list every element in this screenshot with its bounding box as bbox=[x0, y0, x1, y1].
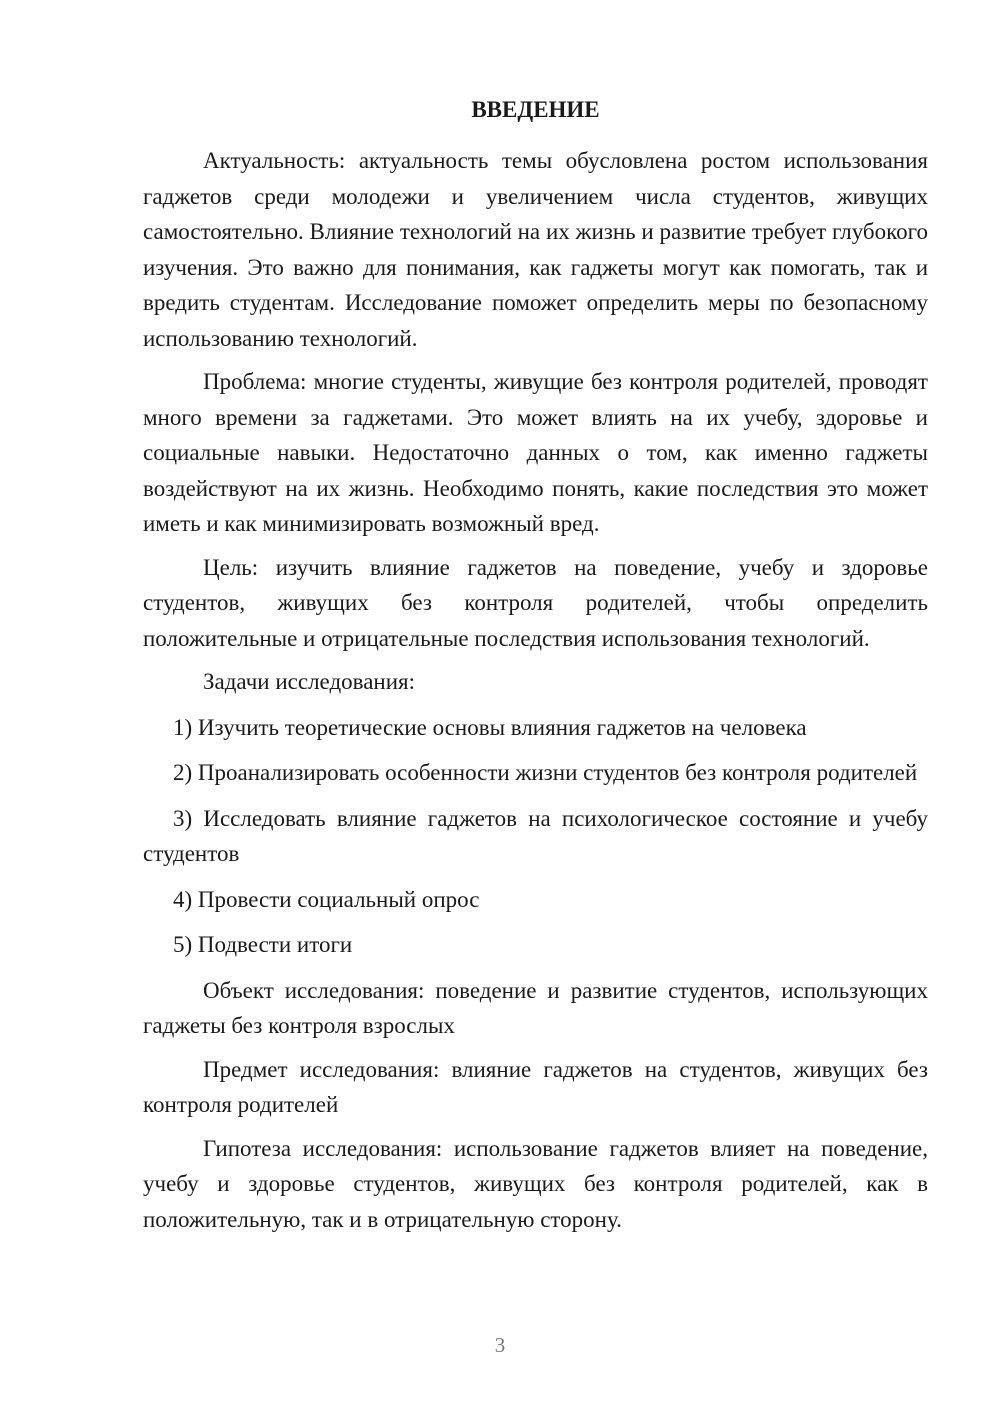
section-title: ВВЕДЕНИЕ bbox=[471, 97, 600, 122]
paragraph-hypothesis: Гипотеза исследования: использование гаджетов влияет на поведение, учебу и здоровье студентов, живущих без контроля родителей, как в положительную, так и в отрицательную сторону. bbox=[143, 1135, 928, 1232]
paragraph-object: Объект исследования: поведение и развитие студентов, использующих гаджеты без контроля взрослых bbox=[143, 977, 928, 1038]
paragraph-problem: Проблема: многие студенты, живущие без контроля родителей, проводят много времени за гаджетами. Это может влиять на их учебу, здоровье и социальные навыки. Недостаточно данных о том, как именно гаджеты воздействуют на их жизнь. Необходимо понять, какие последствия это может иметь и как минимизировать возможный вред. bbox=[143, 369, 928, 536]
paragraph-relevance: Актуальность: актуальность темы обусловлена ростом использования гаджетов среди молодежи и увеличением числа студентов, живущих самостоятельно. Влияние технологий на их жизнь и развитие требует глубокого изучения. Это важно для понимания, как гаджеты могут как помогать, так и вредить студентам. Исследование поможет определить меры по безопасному использованию технологий. bbox=[143, 148, 928, 351]
document-page bbox=[143, 92, 928, 1245]
paragraph-subject: Предмет исследования: влияние гаджетов на студентов, живущих без контроля родителей bbox=[143, 1056, 928, 1117]
paragraph-goal: Цель: изучить влияние гаджетов на поведение, учебу и здоровье студентов, живущих без контроля родителей, чтобы определить положительные и отрицательные последствия использования технологий. bbox=[143, 554, 928, 651]
task-item-2: 2) Проанализировать особенности жизни студентов без контроля родителей bbox=[173, 760, 918, 785]
task-item-5: 5) Подвести итоги bbox=[173, 932, 353, 957]
task-item-1: 1) Изучить теоретические основы влияния гаджетов на человека bbox=[173, 714, 807, 740]
tasks-heading: Задачи исследования: bbox=[203, 669, 416, 694]
task-item-3: 3) Исследовать влияние гаджетов на психологическое состояние и учебу студентов bbox=[143, 805, 928, 866]
task-item-4: 4) Провести социальный опрос bbox=[173, 886, 480, 912]
page-number: 3 bbox=[494, 1333, 506, 1357]
